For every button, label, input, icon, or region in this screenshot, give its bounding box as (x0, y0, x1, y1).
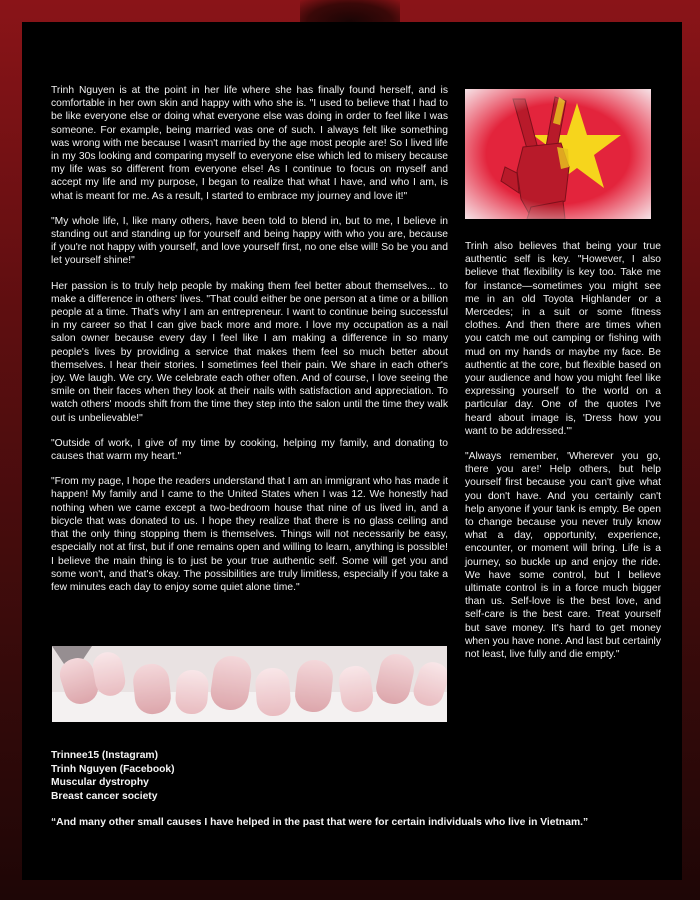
closing-quote: “And many other small causes I have helped in the past that were for certain individuals who live in Vietnam.” (51, 817, 589, 828)
article-right-column (465, 240, 661, 673)
paragraph-always-remember: "Always remember, 'Wherever you go, there you are!' Help others, but help yourself first because you can't give what you don't have. And you certainly can't help anyone if your tank is empty. Be open to change because you never truly know what a day, opportunity, experience, encounter, or moment will bring. Life is a journey, so buckle up and enjoy the ride. We have some control, but I believe ultimate control is in a force much bigger than us. Self-love is the best love, and self-care is the best care. Treat yourself but save money. It's hard to get money when you have none. And last but certainly not least, live fully and die empty." (465, 451, 661, 661)
article-left-column (51, 84, 448, 606)
facebook-handle: Trinh Nguyen (Facebook) (51, 763, 175, 775)
background-figure (300, 0, 400, 22)
social-and-causes-list (51, 749, 651, 803)
nail-tips-image (52, 646, 447, 722)
cause-muscular-dystrophy: Muscular dystrophy (51, 777, 149, 788)
nail-tips-illustration (52, 646, 447, 722)
flag-illustration (465, 89, 651, 219)
cause-breast-cancer: Breast cancer society (51, 790, 158, 802)
paragraph-intro: Trinh Nguyen is at the point in her life where she has finally found herself, and is comfortable in her own skin and happy with who she is. "I used to believe that I had to be like everyone else or doing what everyone else was doing in order to feel like I was someone. For example, being married was one of such. I always felt like something was wrong with me because I wasn't married by the age most people are! So I lived life in my 30s looking and comparing myself to everyone else which led to misery because my life was so different from everyone else! As I continue to focus on myself and accept my life and my purpose, I began to realize that what I have, and who I am, is what is meant for me. As a result, I started to embrace my journey and love it!" (51, 85, 448, 202)
instagram-handle: Trinnee15 (Instagram) (51, 750, 159, 761)
paragraph-passion: Her passion is to truly help people by making them feel better about themselves... to make a difference in others' lives. "That could either be one person at a time or a billion people at a time. That's why I am an entrepreneur. I want to continue being successful in my career so that I can give back more and more. I love my occupation as a nail salon owner because every day I feel like I am making a difference in so many people's lives by providing a service that makes them feel so much better about themselves. I hear their stories. I sometimes feel their pain. We share in each other's joy. We laugh. We cry. We celebrate each other often. And of course, I love seeing the smile on their faces when they look at their nails with satisfaction and appreciation. To watch others' moods shift from the time they step into the salon until the time they walk out is unbelievable!" (51, 280, 448, 424)
paragraph-immigrant: "From my page, I hope the readers understand that I am an immigrant who has made it happen! My family and I came to the United States when I was 12. We honestly had nothing when we came except a two-bedroom house that nine of us lived in, and a bicycle that was donated to us. I hope they realize that there is no glass ceiling and that the only thing stopping them is themselves. Things will not necessarily be easy, especially not at first, but if one remains open and willing to learn, anything is possible! I believe the main thing is to just be your true authentic self. Some will get you and some won't, and that's okay. The possibilities are truly limitless, especially if you take a few minutes each day to enjoy some quiet alone time." (51, 476, 448, 593)
paragraph-outside-work: "Outside of work, I give of my time by cooking, helping my family, and donating to causes that warm my heart." (51, 437, 448, 463)
paragraph-authentic-self: Trinh also believes that being your true authentic self is key. "However, I also believe that flexibility is key too. Take me for instance—sometimes you might see me in an old Toyota Highlander or a Mercedes; in a suit or some fitness clothes. And then there are times when you catch me out camping or fishing with mud on my hands or maybe my face. Be authentic at the core, but flexible based on your audience and how you might feel like expressing yourself to the world on a particular day. One of the quotes I've heard about image is, 'Dress how you want to be addressed.'" (465, 241, 661, 437)
paragraph-stand-out: "My whole life, I, like many others, have been told to blend in, but to me, I believe in standing out and standing up for yourself and being happy with who you are, because if you're not happy with yourself, and love yourself first, no one else will! So be you and let yourself shine!" (51, 215, 448, 267)
hand-peace-sign-vietnam-flag-image (465, 89, 651, 219)
